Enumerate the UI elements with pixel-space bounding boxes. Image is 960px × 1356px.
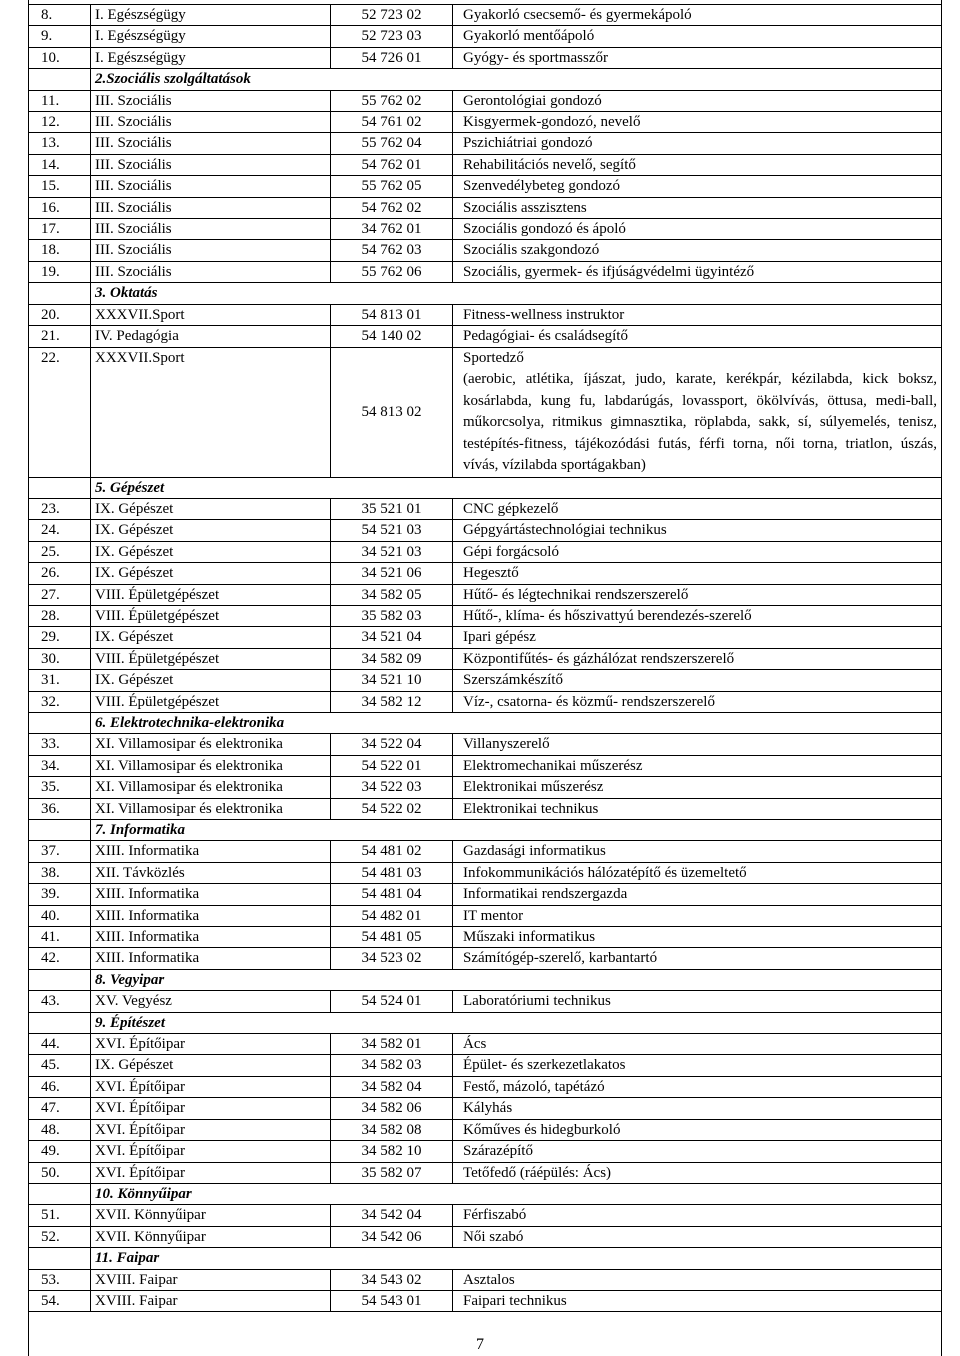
table-row [29,584,942,605]
qualification-code: 34 542 04 [331,1205,453,1226]
qualification-code: 34 762 01 [331,219,453,240]
qualification-code: 54 481 04 [331,884,453,905]
table-row [29,154,942,175]
table-row [29,326,942,347]
qualification-code: 54 524 01 [331,991,453,1012]
table-row [29,648,942,669]
qualification-name: Elektronikai műszerész [453,777,942,798]
sector-cell: IX. Gépészet [91,541,331,562]
section-heading-row [29,1012,942,1033]
table-row [29,90,942,111]
row-number: 15. [29,176,91,197]
row-number: 34. [29,755,91,776]
sector-cell: XVI. Építőipar [91,1076,331,1097]
row-number: 53. [29,1269,91,1290]
row-number: 49. [29,1141,91,1162]
sector-cell: XVI. Építőipar [91,1098,331,1119]
section-heading-row [29,1248,942,1269]
section-heading: 2.Szociális szolgáltatások [91,69,942,90]
sector-cell: IX. Gépészet [91,563,331,584]
qualification-name: Számítógép-szerelő, karbantartó [453,948,942,969]
row-number: 22. [29,347,91,477]
qualification-name: Elektronikai technikus [453,798,942,819]
table-row [29,1205,942,1226]
sector-cell: XVIII. Faipar [91,1290,331,1311]
qualification-code: 34 582 01 [331,1034,453,1055]
qualification-code: 34 582 08 [331,1119,453,1140]
qualification-name: Szenvedélybeteg gondozó [453,176,942,197]
qualification-code: 34 582 06 [331,1098,453,1119]
table-row [29,1141,942,1162]
qualification-code: 55 762 04 [331,133,453,154]
qualification-code: 34 582 05 [331,584,453,605]
sector-cell: XVI. Építőipar [91,1141,331,1162]
sector-cell: XVI. Építőipar [91,1119,331,1140]
qualification-name: Épület- és szerkezetlakatos [453,1055,942,1076]
sector-cell: IX. Gépészet [91,498,331,519]
qualification-name: Központifűtés- és gázhálózat rendszerszerelő [453,648,942,669]
table-row [29,734,942,755]
sector-cell: I. Egészségügy [91,5,331,26]
sector-cell: XI. Villamosipar és elektronika [91,734,331,755]
table-row [29,197,942,218]
sector-cell: XVIII. Faipar [91,1269,331,1290]
sector-cell: III. Szociális [91,133,331,154]
row-number: 13. [29,133,91,154]
qualification-name: Pedagógiai- és családsegítő [453,326,942,347]
sector-cell: XVII. Könnyűipar [91,1226,331,1247]
row-number: 47. [29,1098,91,1119]
qualification-name: Ipari gépész [453,627,942,648]
sector-cell: XXXVII.Sport [91,347,331,477]
row-number: 27. [29,584,91,605]
qualification-code: 55 762 05 [331,176,453,197]
section-heading-row [29,69,942,90]
table-row [29,1034,942,1055]
table-row [29,541,942,562]
table-row [29,841,942,862]
table-row [29,47,942,68]
table-row [29,605,942,626]
qualification-table-body [29,5,942,1312]
table-row [29,884,942,905]
row-number: 11. [29,90,91,111]
qualification-table-wrapper [28,4,941,1312]
row-number: 37. [29,841,91,862]
qualification-name: Gerontológiai gondozó [453,90,942,111]
row-number: 17. [29,219,91,240]
table-row [29,670,942,691]
qualification-code: 54 761 02 [331,112,453,133]
row-number: 42. [29,948,91,969]
row-number: 39. [29,884,91,905]
sector-cell: XIII. Informatika [91,841,331,862]
row-number: 40. [29,905,91,926]
qualification-name: Rehabilitációs nevelő, segítő [453,154,942,175]
qualification-code: 54 543 01 [331,1290,453,1311]
table-row [29,948,942,969]
qualification-code: 54 140 02 [331,326,453,347]
table-row [29,219,942,240]
table-row [29,1269,942,1290]
table-row [29,347,942,477]
row-number: 16. [29,197,91,218]
sector-cell: III. Szociális [91,176,331,197]
table-row [29,777,942,798]
table-row [29,563,942,584]
qualification-code: 54 813 01 [331,304,453,325]
sector-cell: I. Egészségügy [91,26,331,47]
section-heading-row [29,283,942,304]
section-heading: 11. Faipar [91,1248,942,1269]
sector-cell: IX. Gépészet [91,670,331,691]
table-row [29,905,942,926]
page-right-rule [941,0,942,1356]
qualification-name: Férfiszabó [453,1205,942,1226]
qualification-name: IT mentor [453,905,942,926]
table-row [29,498,942,519]
sector-cell: III. Szociális [91,261,331,282]
section-heading: 9. Építészet [91,1012,942,1033]
sector-cell: VIII. Épületgépészet [91,605,331,626]
table-row [29,1055,942,1076]
sector-cell: IX. Gépészet [91,520,331,541]
section-heading-row [29,969,942,990]
row-number: 25. [29,541,91,562]
sector-cell: XII. Távközlés [91,862,331,883]
sector-cell: XIII. Informatika [91,884,331,905]
qualification-name: Szociális asszisztens [453,197,942,218]
qualification-name: Faipari technikus [453,1290,942,1311]
qualification-name: Szociális gondozó és ápoló [453,219,942,240]
row-number: 20. [29,304,91,325]
qualification-code: 34 522 04 [331,734,453,755]
sector-cell: III. Szociális [91,240,331,261]
qualification-name: Szerszámkészítő [453,670,942,691]
row-number: 26. [29,563,91,584]
qualification-code: 34 521 10 [331,670,453,691]
qualification-name: Gazdasági informatikus [453,841,942,862]
section-heading-spacer [29,969,91,990]
row-number: 43. [29,991,91,1012]
sector-cell: III. Szociális [91,197,331,218]
qualification-name: Szociális szakgondozó [453,240,942,261]
table-row [29,1119,942,1140]
table-row [29,304,942,325]
sector-cell: IV. Pedagógia [91,326,331,347]
sector-cell: XIII. Informatika [91,948,331,969]
row-number: 14. [29,154,91,175]
row-number: 30. [29,648,91,669]
qualification-name: Kisgyermek-gondozó, nevelő [453,112,942,133]
table-row [29,798,942,819]
table-row [29,991,942,1012]
sector-cell: XIII. Informatika [91,927,331,948]
row-number: 9. [29,26,91,47]
qualification-name: Hűtő- és légtechnikai rendszerszerelő [453,584,942,605]
qualification-name-detail: (aerobic, atlétika, íjászat, judo, karate, kerékpár, kézilabda, kick boksz, kosárlabda, kung fu, labdarúgás, lovassport, ökölvívás, öttusa, medi-ball, műkorcsolya, ritmikus gimnasztika, röplabda, sakk, sí, súlyemelés, tenisz, testépítés-fitness, tájékozódási futás, férfi torna, női torna, triatlon, úszás, vívás, vízilabda sportágakban) [463,371,937,473]
sector-cell: III. Szociális [91,219,331,240]
sector-cell: XIII. Informatika [91,905,331,926]
sector-cell: XXXVII.Sport [91,304,331,325]
table-row [29,755,942,776]
sector-cell: XI. Villamosipar és elektronika [91,777,331,798]
table-row [29,927,942,948]
table-row [29,26,942,47]
section-heading: 3. Oktatás [91,283,942,304]
row-number: 8. [29,5,91,26]
qualification-code: 34 542 06 [331,1226,453,1247]
qualification-name: Gyógy- és sportmasszőr [453,47,942,68]
qualification-name: Hegesztő [453,563,942,584]
qualification-code: 55 762 02 [331,90,453,111]
qualification-name: Pszichiátriai gondozó [453,133,942,154]
qualification-code: 54 813 02 [331,347,453,477]
row-number: 45. [29,1055,91,1076]
row-number: 51. [29,1205,91,1226]
qualification-code: 35 521 01 [331,498,453,519]
table-row [29,112,942,133]
qualification-name: Gyakorló csecsemő- és gyermekápoló [453,5,942,26]
qualification-name-title: Sportedző [463,349,524,366]
qualification-code: 35 582 07 [331,1162,453,1183]
section-heading-row [29,477,942,498]
qualification-name: Kőműves és hidegburkoló [453,1119,942,1140]
section-heading-spacer [29,283,91,304]
qualification-name: CNC gépkezelő [453,498,942,519]
sector-cell: III. Szociális [91,90,331,111]
row-number: 38. [29,862,91,883]
row-number: 31. [29,670,91,691]
qualification-code: 34 521 03 [331,541,453,562]
sector-cell: IX. Gépészet [91,627,331,648]
table-row [29,261,942,282]
row-number: 48. [29,1119,91,1140]
qualification-code: 54 481 05 [331,927,453,948]
qualification-code: 34 522 03 [331,777,453,798]
qualification-code: 54 522 01 [331,755,453,776]
section-heading: 6. Elektrotechnika-elektronika [91,712,942,733]
table-row [29,1290,942,1311]
row-number: 21. [29,326,91,347]
qualification-code: 55 762 06 [331,261,453,282]
qualification-table [28,4,942,1312]
sector-cell: XI. Villamosipar és elektronika [91,798,331,819]
qualification-code: 52 723 02 [331,5,453,26]
section-heading-row [29,712,942,733]
sector-cell: VIII. Épületgépészet [91,691,331,712]
qualification-code: 34 521 06 [331,563,453,584]
qualification-name: Asztalos [453,1269,942,1290]
qualification-code: 34 521 04 [331,627,453,648]
table-row [29,862,942,883]
table-row [29,1226,942,1247]
row-number: 33. [29,734,91,755]
qualification-name: Kályhás [453,1098,942,1119]
section-heading-row [29,820,942,841]
qualification-code: 54 762 01 [331,154,453,175]
row-number: 28. [29,605,91,626]
section-heading-spacer [29,1183,91,1204]
sector-cell: IX. Gépészet [91,1055,331,1076]
qualification-code: 52 723 03 [331,26,453,47]
qualification-name [453,347,942,477]
row-number: 10. [29,47,91,68]
qualification-code: 54 481 02 [331,841,453,862]
section-heading: 7. Informatika [91,820,942,841]
row-number: 46. [29,1076,91,1097]
qualification-name: Elektromechanikai műszerész [453,755,942,776]
section-heading-row [29,1183,942,1204]
qualification-name: Laboratóriumi technikus [453,991,942,1012]
sector-cell: XVI. Építőipar [91,1034,331,1055]
qualification-code: 54 762 03 [331,240,453,261]
qualification-name: Festő, mázoló, tapétázó [453,1076,942,1097]
table-row [29,240,942,261]
table-row [29,133,942,154]
row-number: 36. [29,798,91,819]
sector-cell: XVII. Könnyűipar [91,1205,331,1226]
qualification-code: 54 521 03 [331,520,453,541]
qualification-name: Női szabó [453,1226,942,1247]
section-heading: 10. Könnyűipar [91,1183,942,1204]
qualification-code: 34 582 09 [331,648,453,669]
row-number: 50. [29,1162,91,1183]
sector-cell: I. Egészségügy [91,47,331,68]
qualification-code: 54 762 02 [331,197,453,218]
table-row [29,1098,942,1119]
qualification-code: 54 522 02 [331,798,453,819]
table-row [29,627,942,648]
sector-cell: III. Szociális [91,154,331,175]
qualification-code: 34 582 10 [331,1141,453,1162]
section-heading: 8. Vegyipar [91,969,942,990]
table-row [29,520,942,541]
row-number: 52. [29,1226,91,1247]
table-row [29,176,942,197]
row-number: 18. [29,240,91,261]
qualification-name: Gépgyártástechnológiai technikus [453,520,942,541]
qualification-name: Szárazépítő [453,1141,942,1162]
row-number: 24. [29,520,91,541]
qualification-code: 54 726 01 [331,47,453,68]
qualification-code: 34 543 02 [331,1269,453,1290]
qualification-name: Villanyszerelő [453,734,942,755]
section-heading-spacer [29,69,91,90]
row-number: 12. [29,112,91,133]
qualification-code: 35 582 03 [331,605,453,626]
row-number: 41. [29,927,91,948]
qualification-name: Hűtő-, klíma- és hőszivattyú berendezés-szerelő [453,605,942,626]
sector-cell: III. Szociális [91,112,331,133]
row-number: 44. [29,1034,91,1055]
row-number: 32. [29,691,91,712]
qualification-code: 34 582 12 [331,691,453,712]
qualification-code: 34 582 03 [331,1055,453,1076]
sector-cell: VIII. Épületgépészet [91,584,331,605]
qualification-code: 34 582 04 [331,1076,453,1097]
qualification-name: Gyakorló mentőápoló [453,26,942,47]
section-heading-spacer [29,1012,91,1033]
qualification-name: Informatikai rendszergazda [453,884,942,905]
qualification-name: Infokommunikációs hálózatépítő és üzemeltető [453,862,942,883]
qualification-name: Fitness-wellness instruktor [453,304,942,325]
sector-cell: XV. Vegyész [91,991,331,1012]
qualification-name: Műszaki informatikus [453,927,942,948]
qualification-code: 54 482 01 [331,905,453,926]
sector-cell: XVI. Építőipar [91,1162,331,1183]
qualification-code: 34 523 02 [331,948,453,969]
row-number: 35. [29,777,91,798]
qualification-name: Tetőfedő (ráépülés: Ács) [453,1162,942,1183]
qualification-name: Víz-, csatorna- és közmű- rendszerszerelő [453,691,942,712]
qualification-name: Gépi forgácsoló [453,541,942,562]
row-number: 54. [29,1290,91,1311]
row-number: 23. [29,498,91,519]
row-number: 19. [29,261,91,282]
section-heading: 5. Gépészet [91,477,942,498]
qualification-name: Ács [453,1034,942,1055]
row-number: 29. [29,627,91,648]
page-number: 7 [476,1336,484,1353]
section-heading-spacer [29,712,91,733]
sector-cell: XI. Villamosipar és elektronika [91,755,331,776]
section-heading-spacer [29,477,91,498]
table-row [29,5,942,26]
table-row [29,691,942,712]
table-row [29,1162,942,1183]
section-heading-spacer [29,1248,91,1269]
sector-cell: VIII. Épületgépészet [91,648,331,669]
section-heading-spacer [29,820,91,841]
qualification-code: 54 481 03 [331,862,453,883]
table-row [29,1076,942,1097]
qualification-name: Szociális, gyermek- és ifjúságvédelmi ügyintéző [453,261,942,282]
